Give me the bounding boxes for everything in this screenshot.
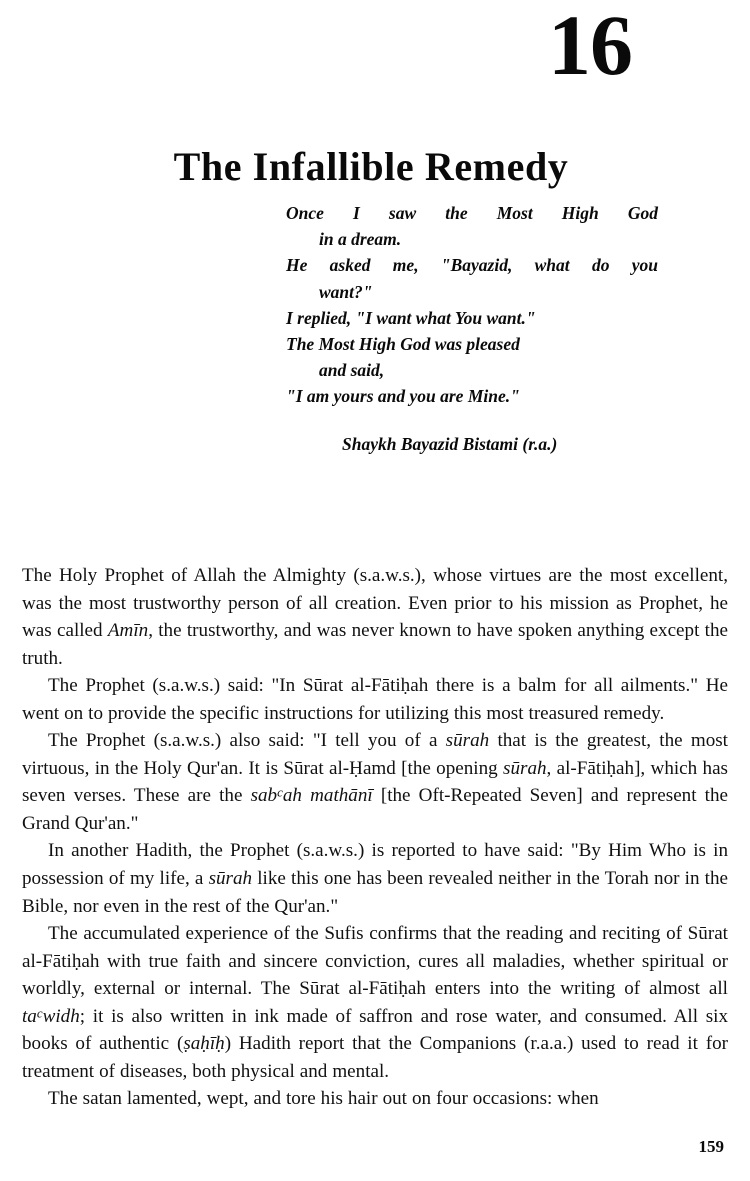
chapter-number: 16 — [548, 0, 632, 93]
body-paragraph: The accumulated experience of the Sufis confirms that the reading and reciting of Sūrat al-Fātiḥah with true faith and sincere conviction, cures all maladies, whether spiritual or worldly, external or internal. The Sūrat al-Fātiḥah enters into the writing of almost all $ta^cwidh$; it is also written in ink made of saffron and rose water, and consumed. All six books of authentic (ṣaḥīḥ) Hadith report that the Companions (r.a.a.) used to read it for treatment of diseases, both physical and mental. — [22, 923, 728, 1082]
epigraph-attribution: Shaykh Bayazid Bistami (r.a.) — [342, 433, 558, 454]
epigraph-line: I replied, "I want what You want." — [286, 307, 536, 328]
body-paragraph: In another Hadith, the Prophet (s.a.w.s.) is reported to have said: "By Him Who is in possession of my life, a sūrah like this one has been revealed neither in the Torah nor in the Bible, nor even in the rest of the Qur'an." — [22, 840, 728, 917]
body-text — [22, 562, 728, 1113]
epigraph-line: and said, — [319, 360, 385, 381]
body-paragraph: The satan lamented, wept, and tore his hair out on four occasions: when — [48, 1088, 599, 1110]
body-paragraph: The Prophet (s.a.w.s.) also said: "I tell you of a sūrah that is the greatest, the most virtuous, in the Holy Qur'an. It is Sūrat al-Ḥamd [the opening sūrah, al-Fātiḥah], which has seven verses. These are the sab$^c$ah mathānī [the Oft-Repeated Seven] and represent the Grand Qur'an." — [22, 730, 728, 834]
epigraph-line: The Most High God was pleased — [286, 334, 520, 355]
epigraph-line: Once I saw the Most High God — [286, 203, 658, 223]
epigraph-line: want?" — [319, 281, 373, 302]
chapter-title: The Infallible Remedy — [173, 143, 569, 189]
body-paragraph: The Prophet (s.a.w.s.) said: "In Sūrat al-Fātiḥah there is a balm for all ailments." He went on to provide the specific instructions for utilizing this most treasured remedy. — [22, 675, 728, 724]
epigraph-line: He asked me, "Bayazid, what do you — [286, 255, 658, 276]
page-number: 159 — [698, 1137, 724, 1156]
epigraph-line: "I am yours and you are Mine." — [286, 386, 520, 407]
epigraph-line: in a dream. — [319, 229, 402, 250]
body-paragraph: The Holy Prophet of Allah the Almighty (s.a.w.s.), whose virtues are the most excellent, was the most trustworthy person of all creation. Even prior to his mission as Prophet, he was called Amīn, the trustworthy, and was never known to have spoken anything except the truth. — [22, 565, 728, 669]
epigraph-block — [286, 200, 706, 457]
